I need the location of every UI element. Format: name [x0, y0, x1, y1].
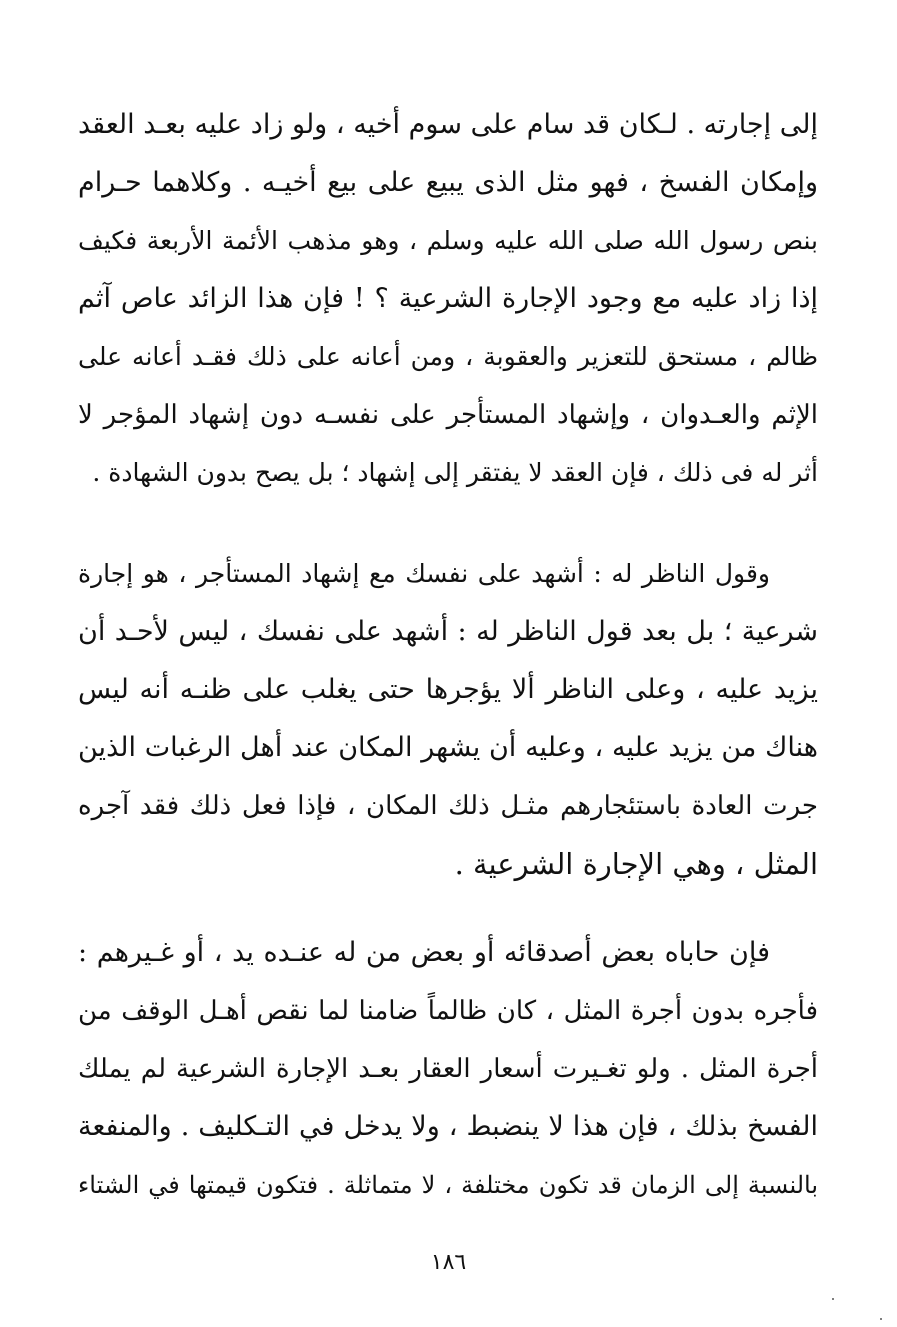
- text-line: بالنسبة إلى الزمان قد تكون مختلفة ، لا متماثلة . فتكون قيمتها في الشتاء: [78, 1171, 818, 1199]
- text-line: الفسخ بذلك ، فإن هذا لا ينضبط ، ولا يدخل في التـكليف . والمنفعة: [78, 1111, 818, 1142]
- text-line: شرعية ؛ بل بعد قول الناظر له : أشهد على نفسك ، ليس لأحـد أن: [78, 616, 818, 647]
- text-line: إلى إجارته . لـكان قد سام على سوم أخيه ، ولو زاد عليه بعـد العقد: [78, 109, 818, 140]
- text-line: جرت العادة باستئجارهم مثـل ذلك المكان ، فإذا فعل ذلك فقد آجره: [78, 791, 818, 821]
- paragraph-2: [78, 545, 818, 893]
- text-line: أثر له فى ذلك ، فإن العقد لا يفتقر إلى إشهاد ؛ بل يصح بدون الشهادة .: [92, 458, 818, 487]
- text-line: إذا زاد عليه مع وجود الإجارة الشرعية ؟ ! فإن هذا الزائد عاص آثم: [78, 283, 818, 314]
- text-line: يزيد عليه ، وعلى الناظر ألا يؤجرها حتى يغلب على ظنـه أنه ليس: [78, 674, 818, 705]
- text-line: الإثم والعـدوان ، وإشهاد المستأجر على نفسـه دون إشهاد المؤجر لا: [78, 400, 818, 430]
- text-line: وإمكان الفسخ ، فهو مثل الذى يبيع على بيع أخيـه . وكلاهما حـرام: [78, 167, 818, 198]
- text-line: فأجره بدون أجرة المثل ، كان ظالماً ضامنا لما نقص أهـل الوقف من: [78, 996, 818, 1026]
- text-line: ظالم ، مستحق للتعزير والعقوبة ، ومن أعانه على ذلك فقـد أعانه على: [78, 342, 818, 371]
- scan-speck: [832, 1298, 834, 1300]
- scan-speck: [880, 1318, 882, 1320]
- text-line: وقول الناظر له : أشهد على نفسك مع إشهاد المستأجر ، هو إجارة: [78, 559, 770, 588]
- text-line: هناك من يزيد عليه ، وعليه أن يشهر المكان عند أهل الرغبات الذين: [78, 732, 818, 763]
- text-line: المثل ، وهي الإجارة الشرعية .: [454, 847, 818, 881]
- paragraph-1: [78, 96, 818, 502]
- text-line: فإن حاباه بعض أصدقائه أو بعض من له عنـده يد ، أو غـيرهم :: [78, 937, 770, 968]
- text-line: بنص رسول الله صلى الله عليه وسلم ، وهو مذهب الأئمة الأربعة فكيف: [78, 226, 818, 255]
- page-number: ١٨٦: [430, 1250, 467, 1275]
- paragraph-3: [78, 924, 818, 1214]
- text-line: أجرة المثل . ولو تغـيرت أسعار العقار بعـد الإجارة الشرعية لم يملك: [78, 1054, 818, 1084]
